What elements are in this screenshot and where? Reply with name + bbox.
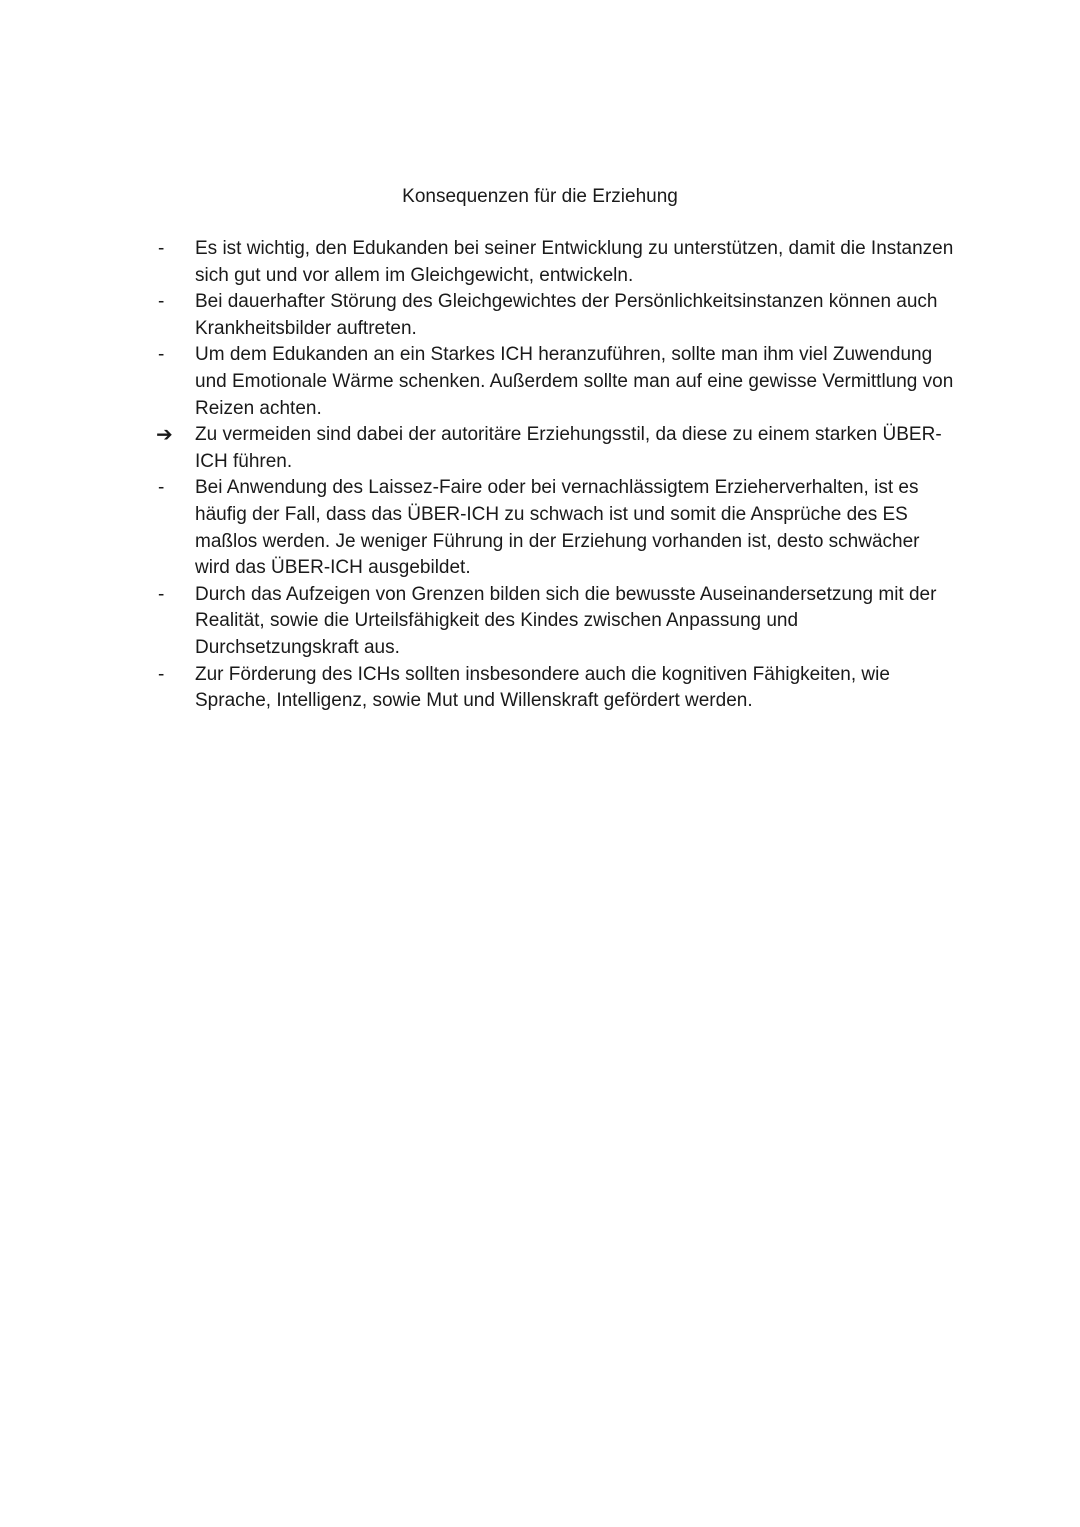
dash-bullet-icon: - <box>158 344 165 366</box>
list-item <box>158 236 958 289</box>
dash-bullet-icon: - <box>158 477 165 499</box>
list-item <box>158 422 958 475</box>
list-item <box>158 662 958 715</box>
dash-bullet-icon: - <box>158 583 165 605</box>
document-title: Konsequenzen für die Erziehung <box>402 186 678 207</box>
bullet-list <box>158 236 958 715</box>
dash-bullet-icon: - <box>158 663 165 685</box>
list-item-text: Es ist wichtig, den Edukanden bei seiner Entwicklung zu unterstützen, damit die Instanzen sich gut und vor allem im Gleichgewicht, entwickeln. <box>195 238 954 286</box>
list-item <box>158 289 958 342</box>
list-item-text: Zur Förderung des ICHs sollten insbesondere auch die kognitiven Fähigkeiten, wie Sprache, Intelligenz, sowie Mut und Willenskraft gefördert werden. <box>195 663 890 712</box>
arrow-right-icon: ➔ <box>156 424 173 447</box>
list-item-text: Bei Anwendung des Laissez-Faire oder bei vernachlässigtem Erzieherverhalten, ist es häufig der Fall, dass das ÜBER-ICH zu schwach ist und somit die Ansprüche des ES maßlos werden. Je weniger Führung in der Erziehung vorhanden ist, desto schwächer wird das ÜBER-ICH ausgebildet. <box>195 477 920 579</box>
list-item <box>158 582 958 662</box>
list-item-text: Um dem Edukanden an ein Starkes ICH heranzuführen, sollte man ihm viel Zuwendung und Emotionale Wärme schenken. Außerdem sollte man auf eine gewisse Vermittlung von Reizen achten. <box>195 344 954 419</box>
list-item-text: Bei dauerhafter Störung des Gleichgewichtes der Persönlichkeitsinstanzen können auch Krankheitsbilder auftreten. <box>195 291 938 339</box>
dash-bullet-icon: - <box>158 238 165 259</box>
list-item-text: Zu vermeiden sind dabei der autoritäre Erziehungsstil, da diese zu einem starken ÜBER-ICH führen. <box>195 424 942 472</box>
list-item <box>158 342 958 422</box>
dash-bullet-icon: - <box>158 291 165 313</box>
list-item <box>158 475 958 581</box>
list-item-text: Durch das Aufzeigen von Grenzen bilden sich die bewusste Auseinandersetzung mit der Realität, sowie die Urteilsfähigkeit des Kindes zwischen Anpassung und Durchsetzungskraft aus. <box>195 583 937 658</box>
